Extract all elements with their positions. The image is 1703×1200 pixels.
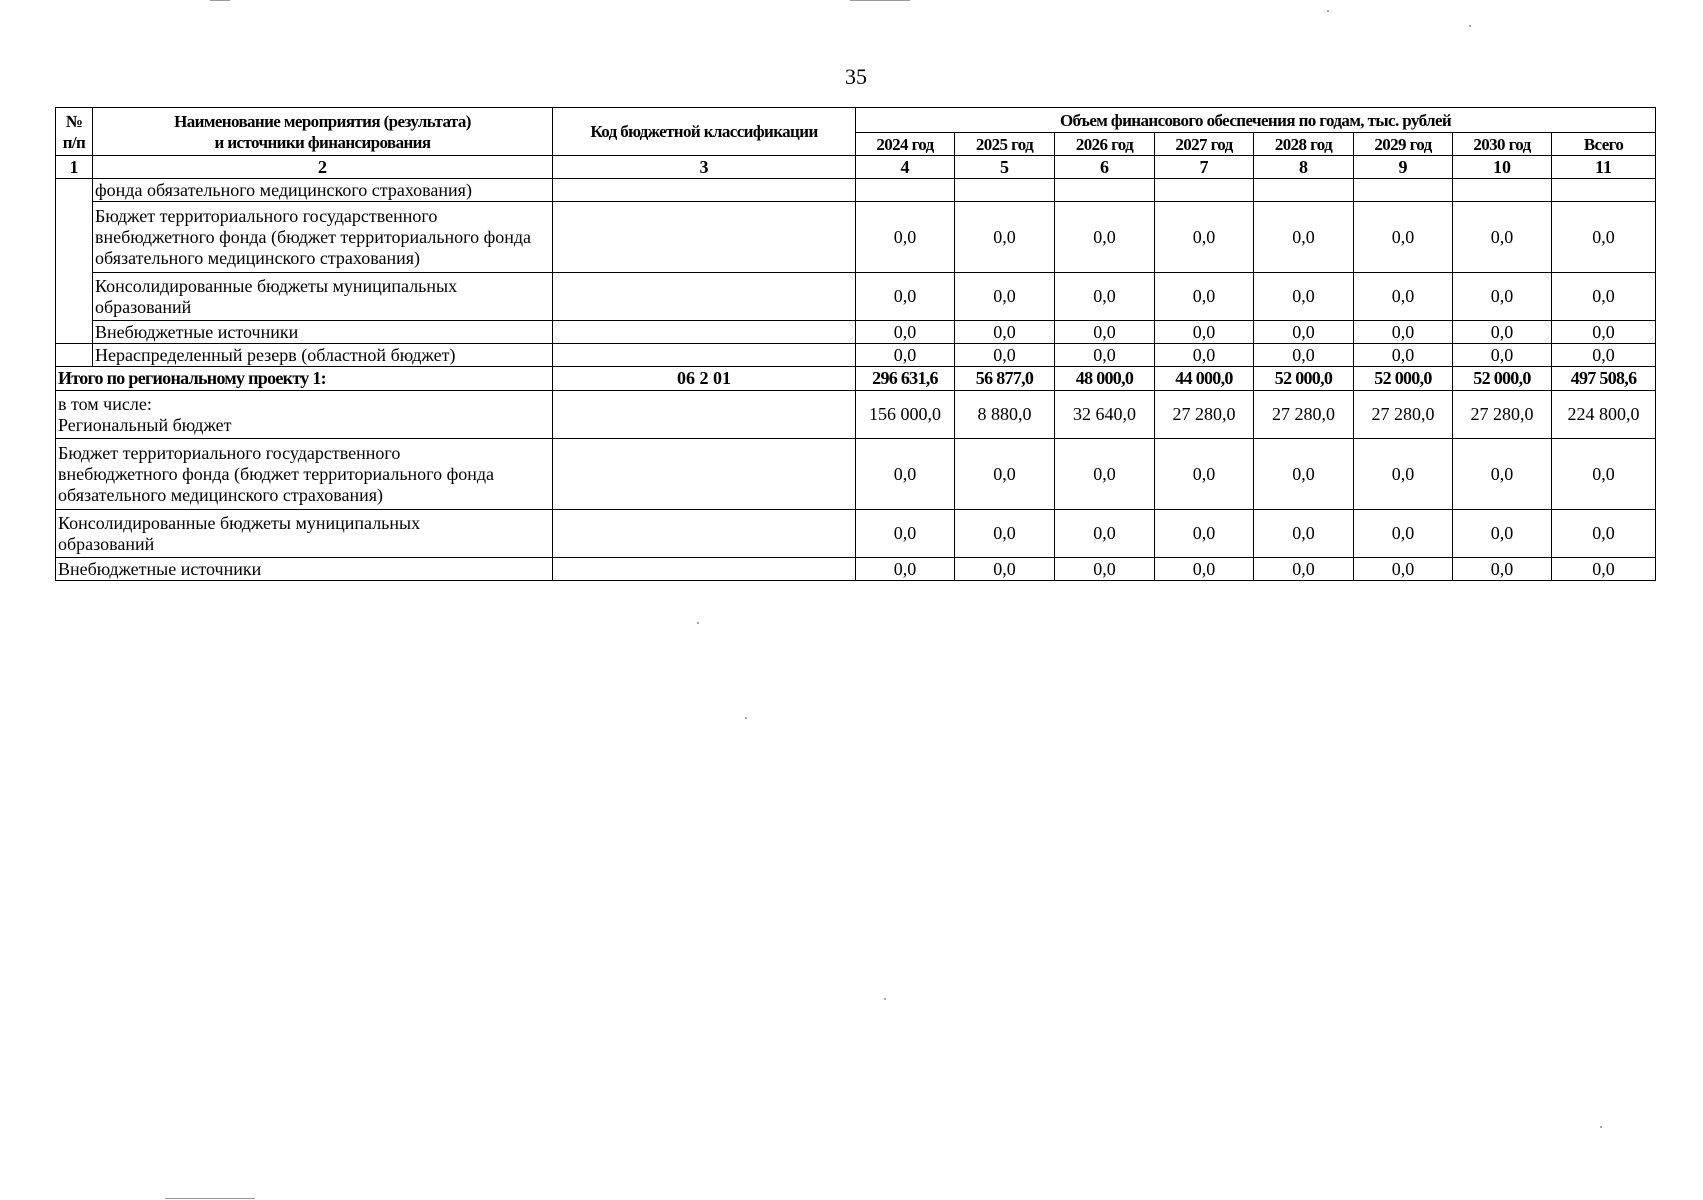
total-row — [56, 367, 1656, 391]
col-index: 5 — [955, 156, 1055, 179]
row-value: 156 000,0 — [856, 391, 955, 439]
scan-speck — [697, 622, 699, 624]
row-value: 0,0 — [1254, 344, 1354, 367]
row-value: 0,0 — [1552, 558, 1656, 581]
total-value: 52 000,0 — [1453, 367, 1552, 391]
total-value: 52 000,0 — [1254, 367, 1354, 391]
row-value — [1254, 179, 1354, 202]
row-value — [1155, 179, 1254, 202]
row-value: 0,0 — [1254, 510, 1354, 558]
row-value: 0,0 — [1552, 344, 1656, 367]
col-index: 1 — [56, 156, 93, 179]
header-year: 2028 год — [1254, 133, 1354, 156]
header-num: № п/п — [56, 108, 93, 156]
row-value: 0,0 — [1155, 439, 1254, 510]
row-label: Внебюджетные источники — [93, 321, 553, 344]
row-value: 32 640,0 — [1055, 391, 1155, 439]
row-value: 0,0 — [1055, 510, 1155, 558]
header-year: 2024 год — [856, 133, 955, 156]
total-value: 48 000,0 — [1055, 367, 1155, 391]
header-name — [93, 108, 553, 156]
total-code: 06 2 01 — [553, 367, 856, 391]
row-value: 0,0 — [1453, 321, 1552, 344]
table-row — [56, 391, 1656, 439]
total-value: 44 000,0 — [1155, 367, 1254, 391]
row-value: 0,0 — [856, 202, 955, 273]
row-code — [553, 202, 856, 273]
table-row — [56, 179, 1656, 202]
row-label: Внебюджетные источники — [56, 558, 553, 581]
row-value: 27 280,0 — [1453, 391, 1552, 439]
row-code — [553, 439, 856, 510]
row-label — [56, 391, 553, 439]
table-row — [56, 321, 1656, 344]
row-value: 27 280,0 — [1254, 391, 1354, 439]
col-index: 2 — [93, 156, 553, 179]
total-value: 296 631,6 — [856, 367, 955, 391]
row-code — [553, 179, 856, 202]
scan-edge-line — [850, 0, 910, 1]
row-value: 0,0 — [856, 510, 955, 558]
scan-speck — [1600, 1126, 1602, 1128]
row-value: 0,0 — [1552, 439, 1656, 510]
header-year: 2030 год — [1453, 133, 1552, 156]
row-value: 0,0 — [856, 558, 955, 581]
row-value: 0,0 — [1552, 273, 1656, 321]
row-value: 0,0 — [1254, 321, 1354, 344]
row-label — [56, 510, 553, 558]
row-label: Консолидированные бюджеты муниципальных образований — [93, 273, 553, 321]
row-code — [553, 273, 856, 321]
row-code — [553, 321, 856, 344]
row-label-text: Бюджет территориального государственного внебюджетного фонда (бюджет территориального фонда обязательного медицинского страхования) — [58, 442, 495, 505]
scan-edge-line — [210, 0, 230, 1]
row-value: 0,0 — [955, 510, 1055, 558]
row-label-line1: в том числе: — [58, 393, 152, 414]
header-total: Всего — [1552, 133, 1656, 156]
row-number-cell — [56, 344, 93, 367]
row-value: 0,0 — [955, 273, 1055, 321]
row-value: 0,0 — [955, 558, 1055, 581]
header-year: 2027 год — [1155, 133, 1254, 156]
scan-speck — [1469, 25, 1471, 27]
row-value — [1055, 179, 1155, 202]
row-code — [553, 344, 856, 367]
row-value: 0,0 — [1055, 439, 1155, 510]
header-year: 2025 год — [955, 133, 1055, 156]
col-index: 4 — [856, 156, 955, 179]
row-value: 0,0 — [1055, 202, 1155, 273]
row-value: 0,0 — [1354, 558, 1453, 581]
table-row — [56, 202, 1656, 273]
header-year: 2029 год — [1354, 133, 1453, 156]
row-value: 0,0 — [1155, 321, 1254, 344]
row-value: 0,0 — [856, 344, 955, 367]
table-row — [56, 273, 1656, 321]
row-value: 0,0 — [1354, 273, 1453, 321]
row-value: 0,0 — [955, 439, 1055, 510]
row-value: 27 280,0 — [1155, 391, 1254, 439]
col-index: 11 — [1552, 156, 1656, 179]
total-value: 497 508,6 — [1552, 367, 1656, 391]
row-value: 0,0 — [1552, 202, 1656, 273]
row-value: 0,0 — [1354, 202, 1453, 273]
col-index: 7 — [1155, 156, 1254, 179]
row-value: 0,0 — [1055, 273, 1155, 321]
row-value: 0,0 — [1254, 273, 1354, 321]
row-code — [553, 558, 856, 581]
header-year: 2026 год — [1055, 133, 1155, 156]
financing-table — [55, 107, 1656, 581]
row-value — [1354, 179, 1453, 202]
total-value: 52 000,0 — [1354, 367, 1453, 391]
row-value: 27 280,0 — [1354, 391, 1453, 439]
row-value: 0,0 — [856, 439, 955, 510]
col-index: 9 — [1354, 156, 1453, 179]
row-value: 0,0 — [1552, 510, 1656, 558]
row-label-text: Консолидированные бюджеты муниципальных образований — [58, 512, 421, 554]
table-row — [56, 510, 1656, 558]
row-value — [856, 179, 955, 202]
row-value — [1453, 179, 1552, 202]
table-row — [56, 558, 1656, 581]
row-value: 0,0 — [1055, 558, 1155, 581]
index-row — [56, 156, 1656, 179]
header-name-line1: Наименование мероприятия (результата) — [174, 111, 471, 131]
row-value: 0,0 — [856, 273, 955, 321]
row-value: 0,0 — [1354, 344, 1453, 367]
row-value: 0,0 — [1155, 510, 1254, 558]
row-value — [955, 179, 1055, 202]
row-value: 8 880,0 — [955, 391, 1055, 439]
row-value: 0,0 — [955, 344, 1055, 367]
row-value: 0,0 — [1453, 558, 1552, 581]
col-index: 8 — [1254, 156, 1354, 179]
row-value: 0,0 — [1254, 202, 1354, 273]
row-value: 0,0 — [1254, 558, 1354, 581]
header-name-line2: и источники финансирования — [214, 132, 431, 152]
total-label: Итого по региональному проекту 1: — [56, 367, 553, 391]
row-value: 0,0 — [1354, 439, 1453, 510]
scan-speck — [1327, 10, 1329, 12]
header-volume: Объем финансового обеспечения по годам, тыс. рублей — [856, 108, 1656, 133]
row-value: 0,0 — [1155, 273, 1254, 321]
header-code: Код бюджетной классификации — [553, 108, 856, 156]
row-value: 0,0 — [1354, 321, 1453, 344]
row-value: 0,0 — [1254, 439, 1354, 510]
row-label-line2: Региональный бюджет — [58, 414, 232, 435]
row-value: 0,0 — [1453, 273, 1552, 321]
row-label: Бюджет территориального государственного внебюджетного фонда (бюджет территориального фонда обязательного медицинского страхования) — [93, 202, 553, 273]
row-value: 0,0 — [856, 321, 955, 344]
col-index: 10 — [1453, 156, 1552, 179]
col-index: 3 — [553, 156, 856, 179]
table-row — [56, 344, 1656, 367]
row-value: 0,0 — [1155, 558, 1254, 581]
row-value: 0,0 — [1354, 510, 1453, 558]
row-value: 0,0 — [955, 202, 1055, 273]
row-value: 0,0 — [1155, 344, 1254, 367]
row-value: 0,0 — [1155, 202, 1254, 273]
row-label — [56, 439, 553, 510]
page-number: 35 — [845, 64, 867, 89]
row-value: 0,0 — [1552, 321, 1656, 344]
row-value: 0,0 — [1453, 510, 1552, 558]
table-row — [56, 439, 1656, 510]
row-value: 0,0 — [1453, 344, 1552, 367]
row-value: 0,0 — [955, 321, 1055, 344]
row-code — [553, 391, 856, 439]
row-label: фонда обязательного медицинского страхования) — [93, 179, 553, 202]
row-value: 0,0 — [1055, 344, 1155, 367]
scan-edge-line — [165, 1198, 255, 1199]
total-value: 56 877,0 — [955, 367, 1055, 391]
col-index: 6 — [1055, 156, 1155, 179]
row-number-cell — [56, 179, 93, 344]
row-value: 0,0 — [1453, 202, 1552, 273]
scan-speck — [884, 998, 886, 1000]
row-value: 0,0 — [1055, 321, 1155, 344]
scan-speck — [745, 717, 747, 719]
row-code — [553, 510, 856, 558]
row-label: Нераспределенный резерв (областной бюджет) — [93, 344, 553, 367]
row-value: 0,0 — [1453, 439, 1552, 510]
row-value — [1552, 179, 1656, 202]
row-value: 224 800,0 — [1552, 391, 1656, 439]
